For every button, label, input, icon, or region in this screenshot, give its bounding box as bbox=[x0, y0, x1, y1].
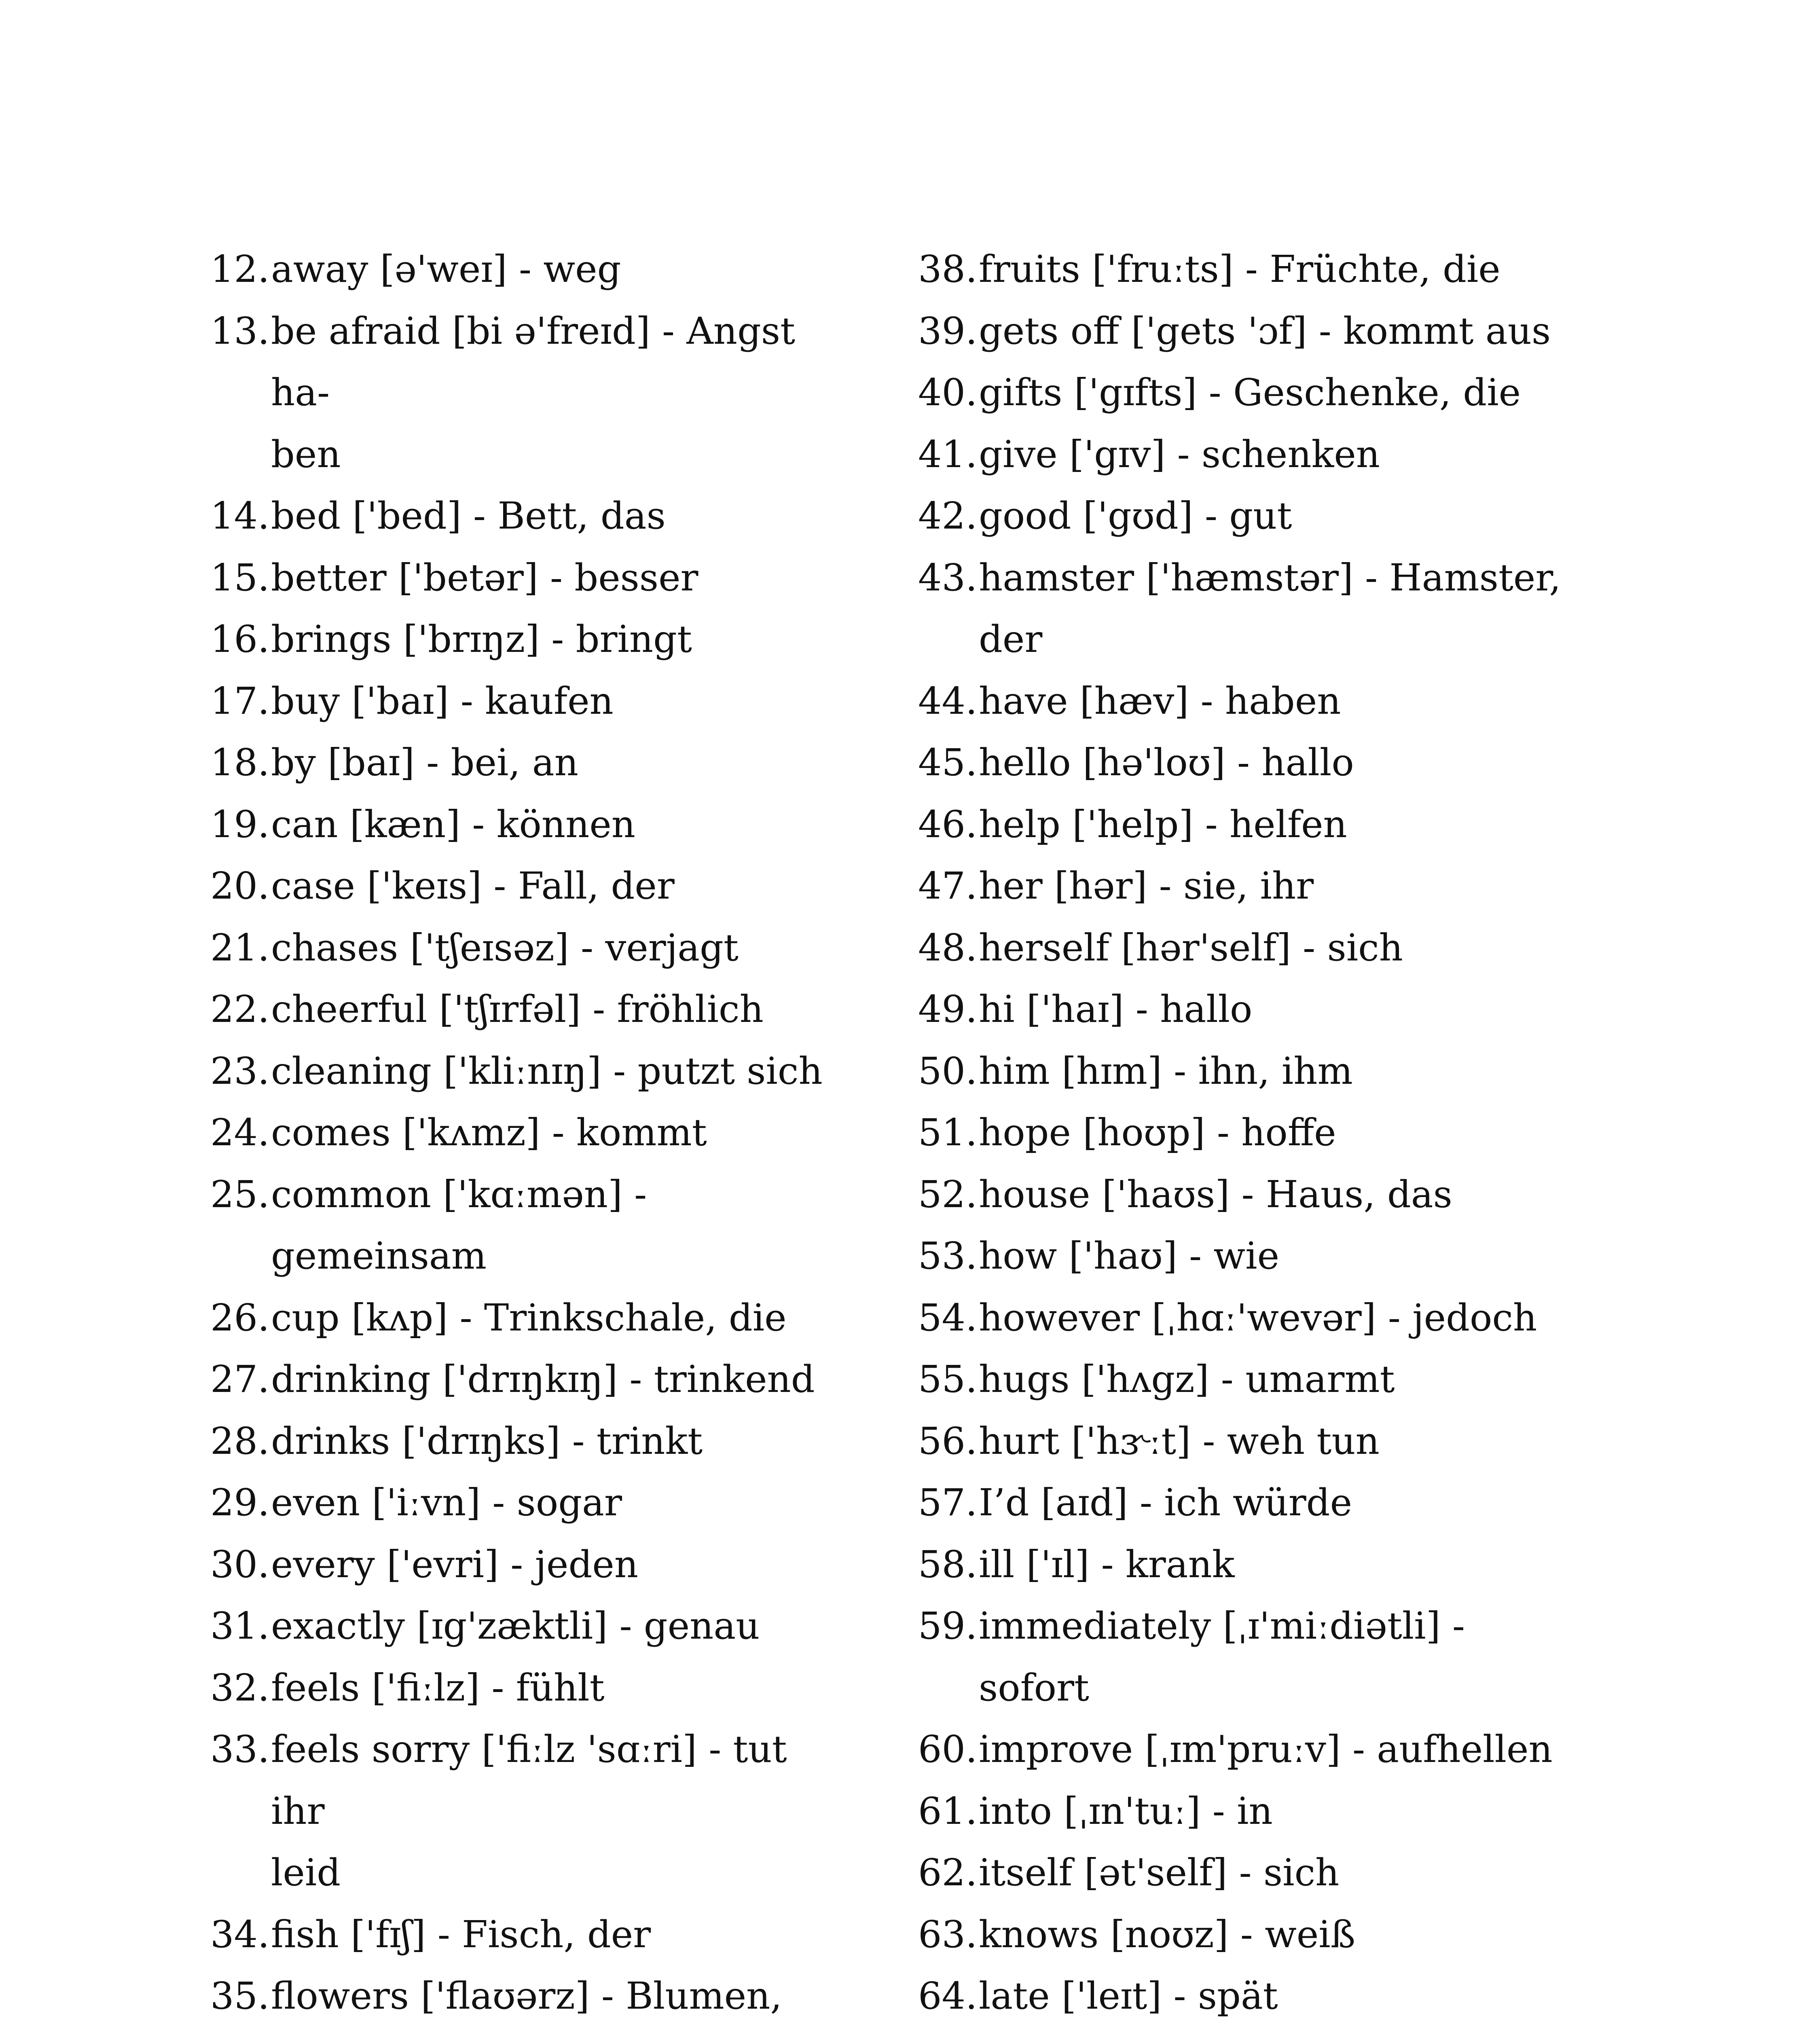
entry-main-line: even ['iːvn] - sogar bbox=[271, 1481, 622, 1524]
vocabulary-entry bbox=[918, 1102, 1581, 1164]
vocabulary-entry bbox=[918, 1781, 1581, 1842]
entry-text bbox=[979, 424, 1581, 486]
entry-main-line: every ['evri] - jeden bbox=[271, 1542, 639, 1586]
vocabulary-entry bbox=[210, 239, 849, 300]
entry-number: 27. bbox=[210, 1358, 270, 1401]
vocabulary-entry bbox=[210, 917, 849, 979]
entry-main-line: I’d [aɪd] - ich würde bbox=[979, 1481, 1352, 1524]
entry-text bbox=[271, 855, 849, 917]
entry-number: 44. bbox=[918, 679, 978, 723]
entry-number: 42. bbox=[918, 494, 978, 537]
entry-text bbox=[979, 1904, 1581, 1966]
entry-text bbox=[979, 1041, 1581, 1102]
entry-number: 45. bbox=[918, 741, 978, 784]
entry-text bbox=[979, 1719, 1581, 1781]
vocabulary-entry bbox=[918, 1411, 1581, 1472]
entry-text bbox=[271, 1041, 849, 1102]
entry-text bbox=[271, 1595, 849, 1657]
entry-main-line: ill ['ɪl] - krank bbox=[979, 1542, 1235, 1586]
entry-number: 50. bbox=[918, 1049, 978, 1093]
entry-number: 39. bbox=[918, 309, 978, 353]
entry-main-line: into [ˌɪn'tuː] - in bbox=[979, 1789, 1273, 1833]
entry-number: 59. bbox=[918, 1604, 978, 1648]
vocabulary-entry bbox=[918, 979, 1581, 1041]
entry-main-line: hi ['haɪ] - hallo bbox=[979, 988, 1253, 1031]
entry-main-line: comes ['kʌmz] - kommt bbox=[271, 1111, 707, 1154]
entry-main-line: hugs ['hʌgz] - umarmt bbox=[979, 1358, 1395, 1401]
entry-text bbox=[979, 1842, 1581, 1904]
entry-main-line: feels sorry ['fiːlz 'sɑːri] - tut ihr bbox=[271, 1728, 787, 1833]
entry-number: 56. bbox=[918, 1419, 978, 1463]
entry-main-line: late ['leɪt] - spät bbox=[979, 1974, 1278, 2018]
vocabulary-entry bbox=[918, 424, 1581, 486]
entry-main-line: better ['betər] - besser bbox=[271, 556, 698, 599]
vocabulary-entry bbox=[918, 1904, 1581, 1966]
entry-main-line: drinks ['drɪŋks] - trinkt bbox=[271, 1419, 703, 1463]
entry-main-line: can [kæn] - können bbox=[271, 802, 636, 846]
entry-continuation-line: leid bbox=[271, 1851, 341, 1894]
entry-text bbox=[271, 1965, 849, 2022]
entry-text bbox=[271, 239, 849, 300]
entry-main-line: him [hɪm] - ihn, ihm bbox=[979, 1049, 1353, 1093]
vocabulary-entry bbox=[918, 1965, 1581, 2022]
entry-main-line: hope [hoʊp] - hoffe bbox=[979, 1111, 1336, 1154]
vocabulary-entry bbox=[918, 1349, 1581, 1411]
entry-number: 43. bbox=[918, 556, 978, 599]
vocabulary-entry bbox=[918, 239, 1581, 300]
entry-main-line: chases ['tʃeɪsəz] - verjagt bbox=[271, 926, 739, 969]
entry-number: 35. bbox=[210, 1974, 270, 2018]
entry-main-line: good ['gʊd] - gut bbox=[979, 494, 1292, 537]
vocabulary-entry bbox=[210, 609, 849, 670]
vocabulary-entry bbox=[210, 979, 849, 1041]
entry-number: 22. bbox=[210, 988, 270, 1031]
vocabulary-entry bbox=[210, 1904, 849, 1966]
vocabulary-entry bbox=[918, 670, 1581, 732]
entry-continuation-line: der bbox=[979, 618, 1043, 661]
entry-text bbox=[979, 979, 1581, 1041]
entry-text bbox=[271, 1657, 849, 1719]
entry-number: 19. bbox=[210, 802, 270, 846]
vocabulary-entry bbox=[918, 1041, 1581, 1102]
entry-number: 14. bbox=[210, 494, 270, 537]
entry-main-line: immediately [ˌɪ'miːdiətli] - sofort bbox=[979, 1604, 1465, 1709]
vocabulary-entry bbox=[918, 1225, 1581, 1287]
entry-number: 23. bbox=[210, 1049, 270, 1093]
vocabulary-entry bbox=[210, 485, 849, 547]
entry-text bbox=[271, 1164, 849, 1287]
entry-main-line: hello [hə'loʊ] - hallo bbox=[979, 741, 1354, 784]
entry-text bbox=[979, 1287, 1581, 1349]
entry-number: 16. bbox=[210, 618, 270, 661]
entry-main-line: exactly [ɪg'zæktli] - genau bbox=[271, 1604, 760, 1648]
entry-number: 53. bbox=[918, 1234, 978, 1277]
entry-number: 20. bbox=[210, 864, 270, 907]
entry-number: 47. bbox=[918, 864, 978, 907]
entry-text bbox=[979, 1595, 1581, 1719]
vocabulary-entry bbox=[918, 1719, 1581, 1781]
entry-number: 26. bbox=[210, 1296, 270, 1339]
entry-main-line: away [ə'weɪ] - weg bbox=[271, 247, 621, 291]
entry-text bbox=[271, 1534, 849, 1596]
vocabulary-entry bbox=[210, 1102, 849, 1164]
entry-number: 29. bbox=[210, 1481, 270, 1524]
entry-text bbox=[271, 979, 849, 1041]
entry-number: 60. bbox=[918, 1728, 978, 1771]
entry-main-line: gifts ['gɪfts] - Geschenke, die bbox=[979, 371, 1521, 414]
entry-number: 28. bbox=[210, 1419, 270, 1463]
entry-number: 13. bbox=[210, 309, 270, 353]
entry-main-line: fish ['fɪʃ] - Fisch, der bbox=[271, 1912, 651, 1956]
entry-text bbox=[979, 1781, 1581, 1842]
vocabulary-entry bbox=[210, 794, 849, 856]
vocabulary-entry bbox=[918, 917, 1581, 979]
vocabulary-entry bbox=[918, 1287, 1581, 1349]
entry-text bbox=[271, 1349, 849, 1411]
entry-number: 12. bbox=[210, 247, 270, 291]
entry-text bbox=[979, 670, 1581, 732]
entry-number: 24. bbox=[210, 1111, 270, 1154]
entry-number: 58. bbox=[918, 1542, 978, 1586]
entry-text bbox=[271, 1102, 849, 1164]
entry-number: 54. bbox=[918, 1296, 978, 1339]
entry-number: 64. bbox=[918, 1974, 978, 2018]
entry-main-line: her [hər] - sie, ihr bbox=[979, 864, 1314, 907]
vocabulary-entry bbox=[918, 300, 1581, 362]
entry-number: 18. bbox=[210, 741, 270, 784]
entry-text bbox=[979, 855, 1581, 917]
entry-text bbox=[979, 1164, 1581, 1226]
entry-text bbox=[979, 1534, 1581, 1596]
entry-number: 30. bbox=[210, 1542, 270, 1586]
entry-main-line: itself [ət'self] - sich bbox=[979, 1851, 1340, 1894]
entry-text bbox=[271, 1287, 849, 1349]
entry-text bbox=[271, 300, 849, 486]
entry-text bbox=[979, 547, 1581, 670]
entry-text bbox=[979, 1102, 1581, 1164]
entry-text bbox=[979, 794, 1581, 856]
entry-text bbox=[979, 1225, 1581, 1287]
entry-main-line: hurt ['hɝːt] - weh tun bbox=[979, 1419, 1380, 1463]
entry-main-line: cup [kʌp] - Trinkschale, die bbox=[271, 1296, 787, 1339]
entry-number: 15. bbox=[210, 556, 270, 599]
vocabulary-column-left bbox=[210, 239, 849, 2022]
vocabulary-entry bbox=[918, 732, 1581, 794]
entry-main-line: drinking ['drɪŋkɪŋ] - trinkend bbox=[271, 1358, 815, 1401]
vocabulary-entry bbox=[918, 1472, 1581, 1534]
vocabulary-entry bbox=[918, 362, 1581, 424]
entry-text bbox=[979, 1411, 1581, 1472]
vocabulary-entry bbox=[210, 1534, 849, 1596]
entry-number: 32. bbox=[210, 1666, 270, 1709]
entry-text bbox=[271, 1904, 849, 1966]
vocabulary-entry bbox=[210, 547, 849, 609]
entry-main-line: by [baɪ] - bei, an bbox=[271, 741, 578, 784]
entry-number: 62. bbox=[918, 1851, 978, 1894]
entry-main-line: feels ['fiːlz] - fühlt bbox=[271, 1666, 605, 1709]
vocabulary-entry bbox=[918, 855, 1581, 917]
entry-text bbox=[271, 1719, 849, 1904]
entry-main-line: give ['gɪv] - schenken bbox=[979, 432, 1380, 476]
entry-text bbox=[271, 609, 849, 670]
entry-main-line: hamster ['hæmstər] - Hamster, bbox=[979, 556, 1561, 599]
entry-continuation-line: ben bbox=[271, 432, 341, 476]
vocabulary-entry bbox=[210, 300, 849, 486]
entry-number: 33. bbox=[210, 1728, 270, 1771]
entry-main-line: have [hæv] - haben bbox=[979, 679, 1341, 723]
vocabulary-column-right bbox=[918, 239, 1581, 2022]
vocabulary-entry bbox=[210, 1349, 849, 1411]
vocabulary-entry bbox=[210, 1719, 849, 1904]
vocabulary-entry bbox=[918, 794, 1581, 856]
entry-text bbox=[271, 732, 849, 794]
entry-main-line: flowers ['flaʊərz] - Blumen, bbox=[271, 1974, 782, 2018]
entry-main-line: herself [hər'self] - sich bbox=[979, 926, 1403, 969]
vocabulary-entry bbox=[918, 1595, 1581, 1719]
vocabulary-entry bbox=[918, 1164, 1581, 1226]
vocabulary-entry bbox=[210, 670, 849, 732]
vocabulary-entry bbox=[210, 1472, 849, 1534]
entry-text bbox=[271, 670, 849, 732]
entry-number: 61. bbox=[918, 1789, 978, 1833]
entry-number: 17. bbox=[210, 679, 270, 723]
entry-main-line: house ['haʊs] - Haus, das bbox=[979, 1172, 1452, 1216]
entry-number: 31. bbox=[210, 1604, 270, 1648]
entry-text bbox=[979, 239, 1581, 300]
entry-main-line: cheerful ['tʃɪrfəl] - fröhlich bbox=[271, 988, 764, 1031]
entry-text bbox=[271, 794, 849, 856]
entry-text bbox=[271, 1411, 849, 1472]
entry-text bbox=[271, 547, 849, 609]
entry-main-line: gets off ['gets 'ɔf] - kommt aus bbox=[979, 309, 1551, 353]
entry-text bbox=[271, 1472, 849, 1534]
vocabulary-entry bbox=[210, 1164, 849, 1287]
entry-number: 34. bbox=[210, 1912, 270, 1956]
entry-number: 63. bbox=[918, 1912, 978, 1956]
entry-main-line: common ['kɑːmən] - gemeinsam bbox=[271, 1172, 647, 1277]
vocabulary-entry bbox=[918, 547, 1581, 670]
entry-text bbox=[979, 485, 1581, 547]
vocabulary-entry bbox=[210, 732, 849, 794]
entry-number: 57. bbox=[918, 1481, 978, 1524]
vocabulary-entry bbox=[210, 1965, 849, 2022]
vocabulary-entry bbox=[210, 855, 849, 917]
vocabulary-entry bbox=[210, 1595, 849, 1657]
entry-number: 25. bbox=[210, 1172, 270, 1216]
entry-text bbox=[979, 732, 1581, 794]
entry-number: 55. bbox=[918, 1358, 978, 1401]
entry-number: 51. bbox=[918, 1111, 978, 1154]
vocabulary-entry bbox=[210, 1657, 849, 1719]
entry-main-line: bed ['bed] - Bett, das bbox=[271, 494, 666, 537]
entry-text bbox=[979, 917, 1581, 979]
entry-main-line: cleaning ['kliːnɪŋ] - putzt sich bbox=[271, 1049, 823, 1093]
entry-text bbox=[979, 362, 1581, 424]
vocabulary-entry bbox=[210, 1041, 849, 1102]
entry-main-line: case ['keɪs] - Fall, der bbox=[271, 864, 675, 907]
entry-number: 49. bbox=[918, 988, 978, 1031]
vocabulary-entry bbox=[918, 1534, 1581, 1596]
entry-main-line: how ['haʊ] - wie bbox=[979, 1234, 1280, 1277]
vocabulary-entry bbox=[210, 1411, 849, 1472]
entry-number: 21. bbox=[210, 926, 270, 969]
vocabulary-entry bbox=[918, 485, 1581, 547]
entry-number: 40. bbox=[918, 371, 978, 414]
entry-main-line: help ['help] - helfen bbox=[979, 802, 1347, 846]
entry-text bbox=[271, 485, 849, 547]
entry-number: 48. bbox=[918, 926, 978, 969]
vocabulary-entry bbox=[210, 1287, 849, 1349]
vocabulary-entry bbox=[918, 1842, 1581, 1904]
entry-number: 52. bbox=[918, 1172, 978, 1216]
entry-main-line: be afraid [bi ə'freɪd] - Angst ha- bbox=[271, 309, 796, 414]
entry-main-line: brings ['brɪŋz] - bringt bbox=[271, 618, 692, 661]
entry-text bbox=[271, 917, 849, 979]
entry-main-line: knows [noʊz] - weiß bbox=[979, 1912, 1356, 1956]
entry-text bbox=[979, 1349, 1581, 1411]
entry-main-line: buy ['baɪ] - kaufen bbox=[271, 679, 614, 723]
entry-number: 41. bbox=[918, 432, 978, 476]
entry-text bbox=[979, 1472, 1581, 1534]
entry-number: 46. bbox=[918, 802, 978, 846]
entry-main-line: improve [ˌɪm'pruːv] - aufhellen bbox=[979, 1728, 1553, 1771]
entry-text bbox=[979, 300, 1581, 362]
entry-main-line: however [ˌhɑː'wevər] - jedoch bbox=[979, 1296, 1537, 1339]
entry-main-line: fruits ['fruːts] - Früchte, die bbox=[979, 247, 1500, 291]
entry-text bbox=[979, 1965, 1581, 2022]
entry-number: 38. bbox=[918, 247, 978, 291]
